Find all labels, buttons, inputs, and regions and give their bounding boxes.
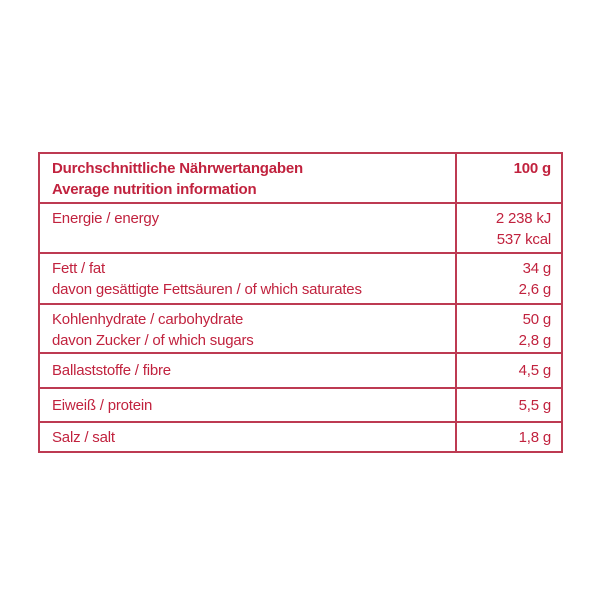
table-row-carbohydrate [40, 303, 561, 352]
protein-label: Eiweiß / protein [52, 396, 153, 414]
table-row-fibre [40, 352, 561, 387]
header-title-en: Average nutrition information [52, 181, 257, 198]
fibre-label: Ballaststoffe / fibre [52, 362, 171, 379]
energy-value-kj: 2 238 kJ [495, 210, 551, 227]
carbohydrate-value: 50 g [522, 311, 551, 328]
carbohydrate-label: Kohlenhydrate / carbohydrate [52, 311, 244, 328]
header-amount: 100 g [513, 160, 551, 177]
header-title-de: Durchschnittliche Nährwertangaben [52, 160, 303, 177]
carbohydrate-label-cell [40, 305, 455, 352]
protein-value-cell [455, 389, 561, 421]
nutrition-table [38, 152, 563, 453]
protein-label-cell [40, 389, 455, 421]
fibre-value-cell [455, 354, 561, 387]
protein-value: 5,5 g [518, 396, 551, 414]
table-row-salt [40, 421, 561, 451]
header-title-cell [40, 154, 455, 202]
table-row-protein [40, 387, 561, 421]
sugars-value: 2,8 g [518, 332, 551, 349]
energy-label-cell [40, 204, 455, 252]
energy-label: Energie / energy [52, 210, 159, 227]
energy-value-cell [455, 204, 561, 252]
fat-label: Fett / fat [52, 260, 106, 277]
table-row-fat [40, 252, 561, 303]
sugars-label: davon Zucker / of which sugars [52, 332, 254, 349]
fat-value: 34 g [522, 260, 551, 277]
fat-value-cell [455, 254, 561, 303]
saturates-value: 2,6 g [518, 281, 551, 298]
salt-value: 1,8 g [518, 428, 551, 446]
energy-value-kcal: 537 kcal [496, 231, 551, 248]
saturates-label: davon gesättigte Fettsäuren / of which saturates [52, 281, 362, 298]
carbohydrate-value-cell [455, 305, 561, 352]
salt-value-cell [455, 423, 561, 451]
salt-label-cell [40, 423, 455, 451]
fibre-label-cell [40, 354, 455, 387]
fibre-value: 4,5 g [518, 362, 551, 379]
table-row-energy [40, 202, 561, 252]
header-amount-cell [455, 154, 561, 202]
table-header-row [40, 154, 561, 202]
salt-label: Salz / salt [52, 428, 115, 446]
fat-label-cell [40, 254, 455, 303]
